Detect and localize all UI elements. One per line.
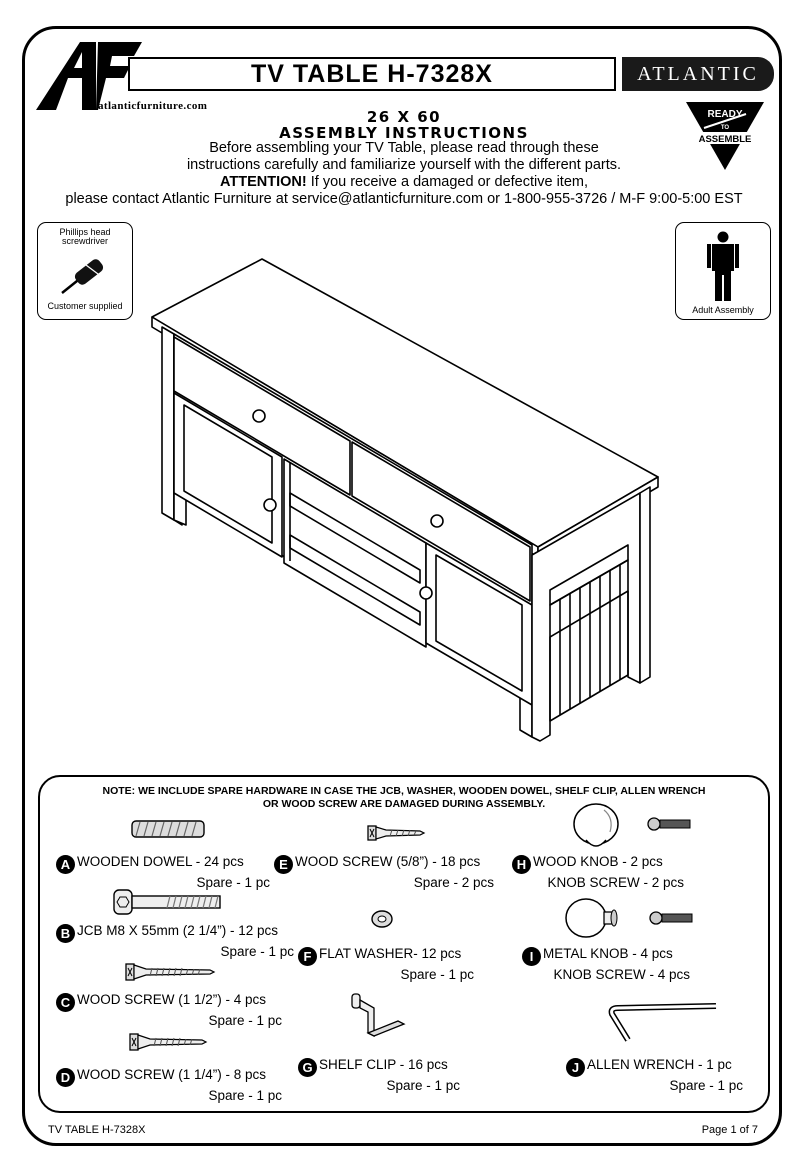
part-a-name: WOODEN DOWEL - 24 pcs	[77, 854, 244, 869]
part-b	[56, 922, 294, 960]
tv-table-illustration	[140, 255, 670, 745]
adult-assembly-box	[675, 222, 771, 320]
intro-line-4: please contact Atlantic Furniture at service@atlanticfurniture.com or 1-800-955-3726 / M-F 9:00-5:00 EST	[65, 191, 743, 207]
wooden-dowel-icon	[130, 818, 206, 840]
hardware-note-line-1: NOTE: WE INCLUDE SPARE HARDWARE IN CASE THE JCB, WASHER, WOODEN DOWEL, SHELF CLIP, ALLEN WRENCH	[102, 785, 706, 797]
part-h	[512, 853, 684, 891]
part-c	[56, 991, 282, 1029]
person-icon	[706, 231, 740, 303]
flat-washer-icon	[370, 908, 394, 930]
badge-line1: READY	[707, 109, 743, 120]
part-a	[56, 853, 270, 891]
part-e-name: WOOD SCREW (5/8”) - 18 pcs	[295, 854, 481, 869]
tool-label-2: screwdriver	[61, 236, 108, 246]
part-i-letter: I	[522, 947, 541, 966]
part-d-spare: Spare - 1 pc	[208, 1088, 282, 1103]
attention-text: If you receive a damaged or defective item,	[306, 174, 588, 190]
part-d	[56, 1066, 282, 1104]
hardware-note-line-2: OR WOOD SCREW ARE DAMAGED DURING ASSEMBLY.	[262, 798, 546, 810]
part-g-name: SHELF CLIP - 16 pcs	[319, 1057, 448, 1072]
part-e-spare: Spare - 2 pcs	[413, 875, 494, 890]
part-a-spare: Spare - 1 pc	[196, 875, 270, 890]
part-e-letter: E	[274, 855, 293, 874]
intro-line-3	[40, 174, 768, 191]
allen-wrench-icon	[606, 1000, 720, 1044]
wood-screw-e-icon	[366, 824, 426, 842]
attention-label: ATTENTION!	[219, 174, 307, 190]
part-i-name: METAL KNOB - 4 pcs	[543, 946, 673, 961]
intro-line-1: Before assembling your TV Table, please read through these	[209, 140, 599, 156]
adult-label: Adult Assembly	[692, 305, 754, 315]
part-i	[522, 945, 690, 983]
part-c-name: WOOD SCREW (1 1/2”) - 4 pcs	[77, 992, 267, 1007]
part-a-letter: A	[56, 855, 75, 874]
part-b-letter: B	[56, 924, 75, 943]
badge-line3: ASSEMBLE	[698, 134, 752, 145]
wood-knob-icon	[570, 802, 696, 854]
part-g-spare: Spare - 1 pc	[386, 1078, 460, 1093]
wood-screw-c-icon	[124, 962, 216, 982]
part-d-letter: D	[56, 1068, 75, 1087]
part-d-name: WOOD SCREW (1 1/4”) - 8 pcs	[77, 1067, 267, 1082]
wood-screw-d-icon	[128, 1032, 208, 1052]
part-e	[274, 853, 494, 891]
part-h-spare: KNOB SCREW - 2 pcs	[547, 875, 684, 890]
footer-title: TV TABLE H-7328X	[48, 1124, 146, 1136]
part-h-name: WOOD KNOB - 2 pcs	[533, 854, 663, 869]
part-f-name: FLAT WASHER- 12 pcs	[319, 946, 462, 961]
part-j-letter: J	[566, 1058, 585, 1077]
size-heading: 26 X 60	[366, 108, 442, 126]
part-g-letter: G	[298, 1058, 317, 1077]
brand-label: ATLANTIC	[622, 57, 774, 91]
badge-line2: TO	[720, 125, 730, 131]
page-number: Page 1 of 7	[701, 1124, 758, 1136]
part-b-name: JCB M8 X 55mm (2 1/4”) - 12 pcs	[77, 923, 279, 938]
part-h-letter: H	[512, 855, 531, 874]
part-j-spare: Spare - 1 pc	[669, 1078, 743, 1093]
assembly-heading: ASSEMBLY INSTRUCTIONS	[279, 124, 529, 142]
shelf-clip-icon	[348, 988, 408, 1048]
part-c-spare: Spare - 1 pc	[208, 1013, 282, 1028]
page-title: TV TABLE H-7328X	[128, 57, 616, 91]
part-b-spare: Spare - 1 pc	[220, 944, 294, 959]
part-j-name: ALLEN WRENCH - 1 pc	[587, 1057, 732, 1072]
part-i-spare: KNOB SCREW - 4 pcs	[553, 967, 690, 982]
part-f-spare: Spare - 1 pc	[400, 967, 474, 982]
tool-label-1: Phillips head	[59, 227, 111, 237]
tool-note: Customer supplied	[47, 301, 123, 311]
tool-box	[37, 222, 133, 320]
part-j	[566, 1056, 743, 1094]
metal-knob-icon	[562, 896, 696, 944]
jcb-bolt-icon	[112, 888, 224, 916]
part-c-letter: C	[56, 993, 75, 1012]
part-f	[298, 945, 474, 983]
intro-line-2: instructions carefully and familiarize yourself with the different parts.	[186, 157, 622, 173]
part-g	[298, 1056, 460, 1094]
part-f-letter: F	[298, 947, 317, 966]
website-text: atlanticfurniture.com	[98, 100, 208, 112]
screwdriver-icon	[56, 249, 116, 299]
